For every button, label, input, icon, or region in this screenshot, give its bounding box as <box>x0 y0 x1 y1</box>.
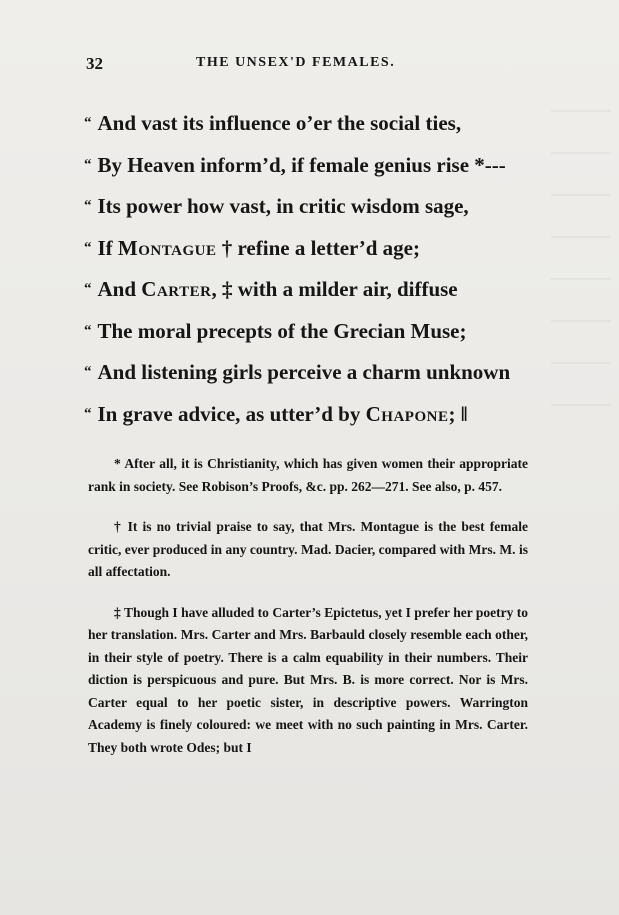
verse-line <box>84 274 544 316</box>
verse-name-montague: Montague <box>117 235 217 260</box>
verse-text: Its power how vast, in critic wisdom sage, <box>97 194 469 218</box>
show-through-text <box>551 110 611 410</box>
verse-line <box>84 233 544 275</box>
verse-name-chapone: Chapone <box>365 401 449 426</box>
footnote-text: Though I have alluded to Carter’s Epictetus, yet I prefer her poetry to her translation. Mrs. Carter and Mrs. Barbauld closely resemble each other, in their style of poetry. There is a calm equability in their numbers. Their diction is perspicuous and pure. But Mrs. B. is more correct. Nor is Mrs. Carter equal to her poetic sister, in descriptive powers. Warrington Academy is finely coloured: we meet with no such painting in Mrs. Carter. They both wrote Odes; but I <box>88 604 529 755</box>
verse-line <box>84 150 544 192</box>
footnote <box>88 516 528 584</box>
verse-text: And listening girls perceive a charm unknown <box>97 360 511 384</box>
opening-quote: “ <box>84 115 92 131</box>
verse-line <box>84 357 544 399</box>
verse-text: The moral precepts of the Grecian Muse; <box>97 318 467 343</box>
opening-quote: “ <box>84 364 92 380</box>
opening-quote: “ <box>84 281 92 297</box>
page-number: 32 <box>86 54 103 73</box>
verse-line <box>84 108 544 150</box>
verse-block <box>84 108 544 440</box>
footnote-marker: ‡ <box>114 604 121 620</box>
running-head: THE UNSEX'D FEMALES. <box>196 55 396 70</box>
opening-quote: “ <box>84 322 92 339</box>
opening-quote: “ <box>84 239 92 256</box>
footnotes <box>88 453 528 777</box>
verse-text: In grave advice, as utter’d by <box>97 401 366 426</box>
footnote <box>88 453 528 498</box>
verse-line <box>84 191 544 233</box>
verse-text: , ‡ with a milder air, diffuse <box>211 277 458 301</box>
footnote <box>88 602 528 760</box>
footnote-marker: † <box>114 519 123 534</box>
page-header <box>86 54 556 78</box>
opening-quote: “ <box>84 198 92 214</box>
verse-name-carter: Carter <box>141 277 212 301</box>
verse-text: By Heaven inform’d, if female genius rise *--- <box>97 152 506 177</box>
verse-line <box>84 399 544 441</box>
verse-text: ; ‖ <box>448 401 468 426</box>
opening-quote: “ <box>84 405 92 422</box>
verse-text: If <box>97 235 118 260</box>
footnote-marker: * <box>114 456 121 471</box>
footnote-text: After all, it is Christianity, which has given women their appropriate rank in society. See Robison’s Proofs, &c. pp. 262—271. See also, p. 457. <box>88 456 528 494</box>
verse-text: And vast its influence o’er the social ties, <box>97 111 462 135</box>
verse-text: And <box>97 277 142 301</box>
footnote-text: It is no trivial praise to say, that Mrs. Montague is the best female critic, ever produced in any country. Mad. Dacier, compared with Mrs. M. is all affectation. <box>88 519 529 579</box>
opening-quote: “ <box>84 156 92 173</box>
verse-text: † refine a letter’d age; <box>216 235 420 260</box>
verse-line <box>84 316 544 358</box>
